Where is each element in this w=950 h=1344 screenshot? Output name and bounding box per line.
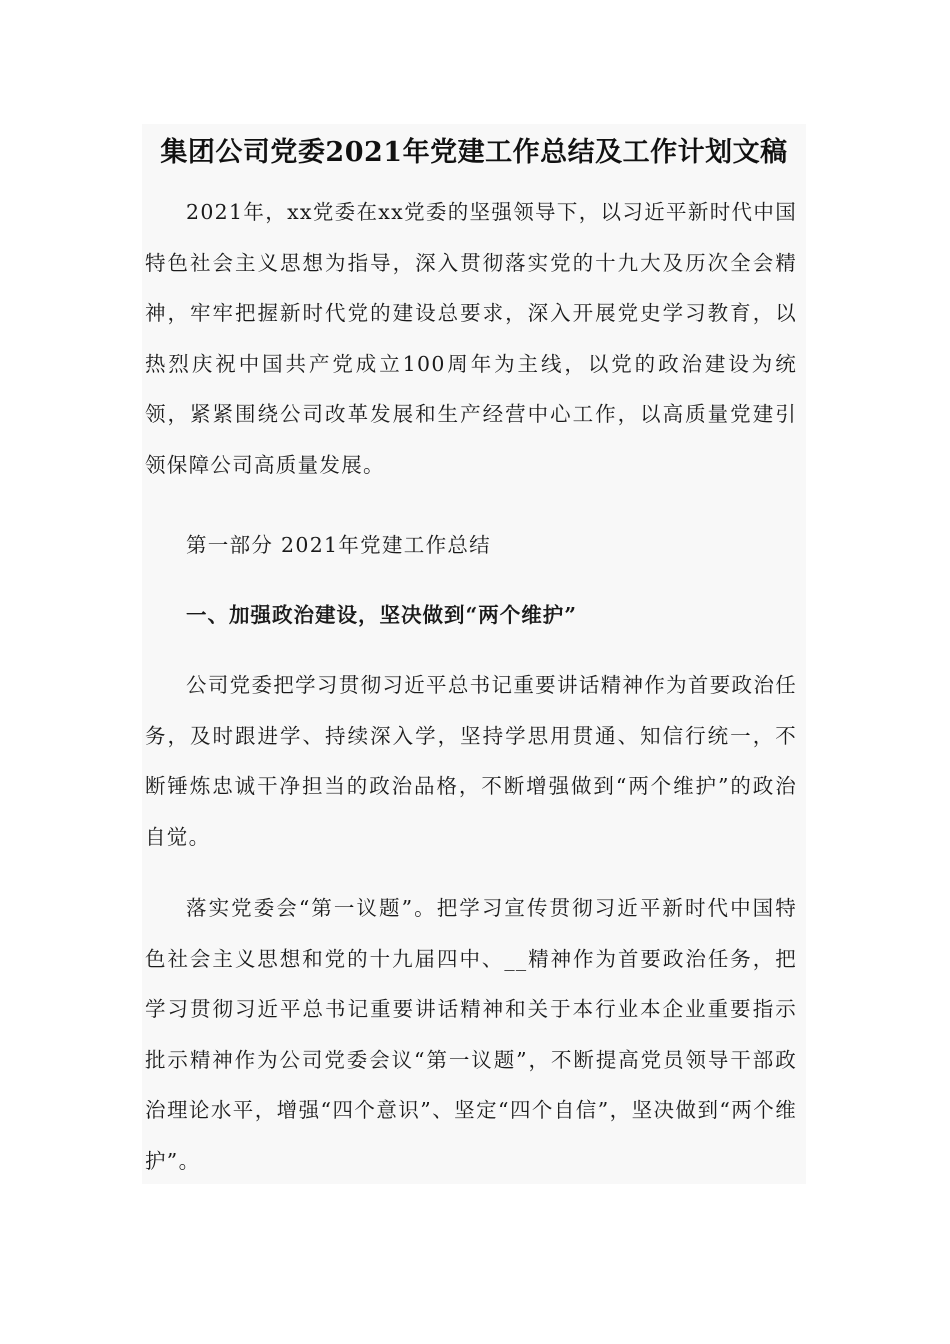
body-paragraph-first-agenda: 落实党委会“第一议题”。把学习宣传贯彻习近平新时代中国特色社会主义思想和党的十九届四中、__精神作为首要政治任务，把学习贯彻习近平总书记重要讲话精神和关于本行业本企业重要指示批示精神作为公司党委会议“第一议题”，不断提高党员领导干部政治理论水平，增强“四个意识”、坚定“四个自信”，坚决做到“两个维护”。 (145, 896, 797, 1173)
document-title: 集团公司党委2021年党建工作总结及工作计划文稿 (160, 137, 788, 168)
section-heading: 一、加强政治建设，坚决做到“两个维护” (186, 603, 578, 627)
body-paragraph: 公司党委把学习贯彻习近平总书记重要讲话精神作为首要政治任务，及时跟进学、持续深入学，坚持学思用贯通、知信行统一，不断锤炼忠诚干净担当的政治品格，不断增强做到“两个维护”的政治自觉。 (145, 673, 797, 849)
intro-paragraph: 2021年，xx党委在xx党委的坚强领导下，以习近平新时代中国特色社会主义思想为指导，深入贯彻落实党的十九大及历次全会精神，牢牢把握新时代党的建设总要求，深入开展党史学习教育，以热烈庆祝中国共产党成立100周年为主线，以党的政治建设为统领，紧紧围绕公司改革发展和生产经营中心工作，以高质量党建引领保障公司高质量发展。 (145, 200, 797, 477)
part-one-heading: 第一部分 2021年党建工作总结 (186, 533, 491, 557)
